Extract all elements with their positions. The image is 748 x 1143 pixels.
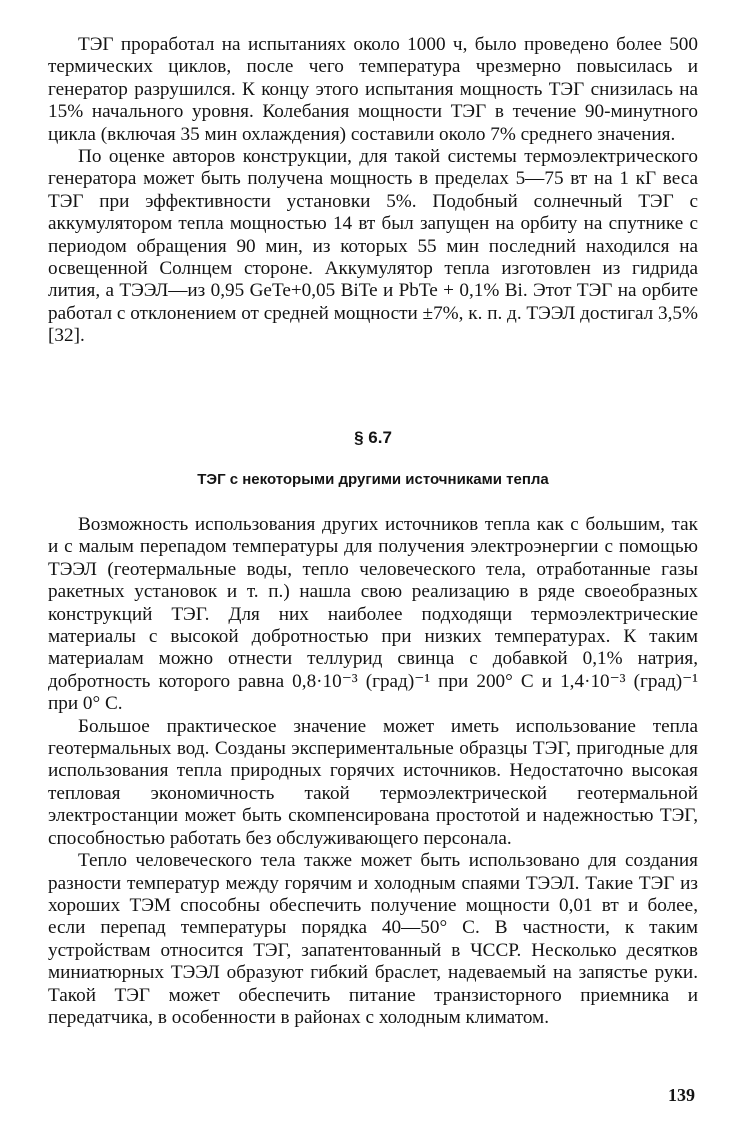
paragraph-4: Большое практическое значение может иметь использование тепла геотермальных вод. Созданы экспериментальные образцы ТЭГ, пригодные для использования тепла природных горячих источников. Недостаточно высокая тепловая экономичность такой термоэлектрической геотермальной электростанции может быть скомпенсирована простотой и надежностью ТЭГ, способностью работать без обслуживающего персонала.	[48, 715, 698, 849]
page-number: 139	[668, 1085, 695, 1105]
paragraph-2: По оценке авторов конструкции, для такой системы термоэлектрического генератора может быть получена мощность в пределах 5—75 вт на 1 кГ веса ТЭГ при эффективности установки 5%. Подобный солнечный ТЭГ с аккумулятором тепла мощностью 14 вт был запущен на орбиту на спутнике с периодом обращения 90 мин, из которых 55 мин последний находился на освещенной Солнцем стороне. Аккумулятор тепла изготовлен из гидрида лития, а ТЭЭЛ—из 0,95 GeTe+0,05 BiTe и PbTe + 0,1% Bi. Этот ТЭГ на орбите работал с отклонением от средней мощности ±7%, к. п. д. ТЭЭЛ достигал 3,5% [32].	[48, 146, 698, 347]
text-block-bottom	[48, 514, 698, 1029]
paragraph-5: Тепло человеческого тела также может быть использовано для создания разности температур между горячим и холодным спаями ТЭЭЛ. Такие ТЭГ из хороших ТЭМ способны обеспечить получение мощности 0,01 вт и более, если перепад температуры порядка 40—50° С. В частности, к таким устройствам относится ТЭГ, запатентованный в ЧССР. Несколько десятков миниатюрных ТЭЭЛ образуют гибкий браслет, надеваемый на запястье руки. Такой ТЭГ может обеспечить питание транзисторного приемника и передатчика, в особенности в районах с холодным климатом.	[48, 850, 698, 1028]
section-title: ТЭГ с некоторыми другими источниками тепла	[197, 471, 549, 488]
paragraph-1: ТЭГ проработал на испытаниях около 1000 ч, было проведено более 500 термических циклов, после чего температура чрезмерно повысилась и генератор разрушился. К концу этого испытания мощность ТЭГ снизилась на 15% начального уровня. Колебания мощности ТЭГ в течение 90-минутного цикла (включая 35 мин охлаждения) составили около 7% среднего значения.	[48, 34, 698, 145]
text-block-top	[48, 34, 698, 348]
section-number: § 6.7	[354, 428, 392, 447]
paragraph-3: Возможность использования других источников тепла как с большим, так и с малым перепадом температуры для получения электроэнергии с помощью ТЭЭЛ (геотермальные воды, тепло человеческого тела, отработанные газы ракетных установок и т. п.) нашла свою реализацию в ряде своеобразных конструкций ТЭГ. Для них наиболее подходящи термоэлектрические материалы с высокой добротностью при низких температурах. К таким материалам можно отнести теллурид свинца с добавкой 0,1% натрия, добротность которого равна 0,8·10⁻³ (град)⁻¹ при 200° С и 1,4·10⁻³ (град)⁻¹ при 0° С.	[48, 514, 698, 715]
